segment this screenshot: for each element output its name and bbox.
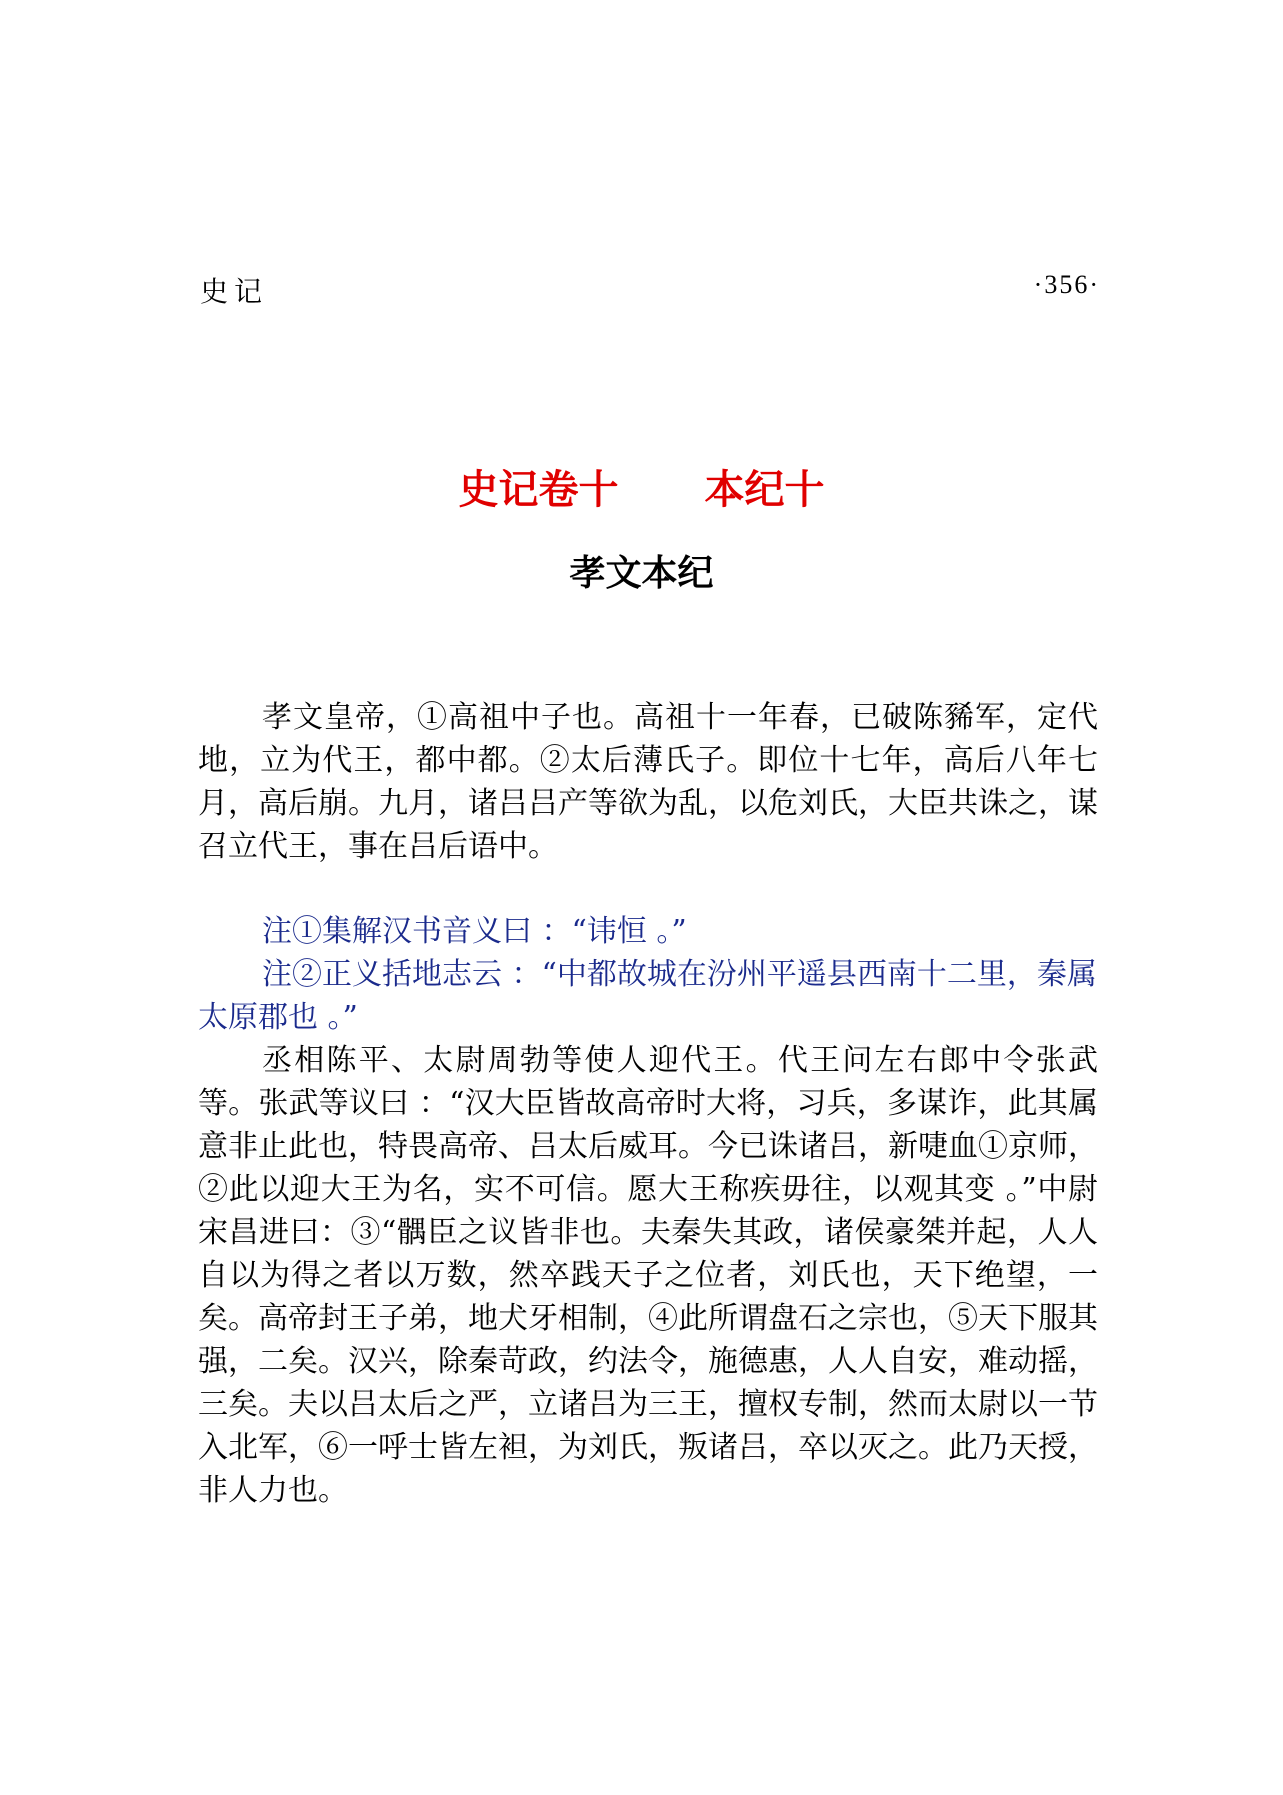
section-title: 孝文本纪 [569,553,714,594]
page-number: ·356· [1033,270,1100,299]
paragraph: 丞相陈平、太尉周勃等使人迎代王。代王问左右郎中令张武等。张武等议曰 ：“汉大臣皆故高帝时大将，习兵，多谋诈，此其属意非止此也，特畏高帝、吕太后威耳。今已诛诸吕，新啑血①京师，②此以迎大王为名，实不可信。愿大王称疾毋往，以观其变 。”中尉宋昌进曰：③“髃臣之议皆非也。夫秦失其政，诸侯豪桀并起，人人自以为得之者以万数，然卒践天子之位者，刘氏也，天下绝望，一矣。高帝封王子弟，地犬牙相制，④此所谓盘石之宗也，⑤天下服其强，二矣。汉兴，除秦苛政，约法令，施德惠，人人自安，难动摇，三矣。夫以吕太后之严，立诸吕为三王，擅权专制，然而太尉以一节入北军，⑥一呼士皆左袒，为刘氏，叛诸吕，卒以灭之。此乃天授，非人力也。 [198,1043,1098,1508]
chapter-heading [0,458,1283,515]
volume-title: 史记卷十 [458,467,619,513]
footnote-1: 注①集解汉书音义曰 ：“讳恒 。” [262,914,687,949]
body-text [198,696,1098,1512]
footnote-2: 注②正义括地志云 ：“中都故城在汾州平遥县西南十二里，秦属太原郡也 。” [198,957,1097,1035]
annal-title: 本纪十 [704,467,825,513]
paragraph: 孝文皇帝，①高祖中子也。高祖十一年春，已破陈豨军，定代地，立为代王，都中都。②太后薄氏子。即位十七年，高后八年七月，高后崩。九月，诸吕吕产等欲为乱，以危刘氏，大臣共诛之，谋召立代王，事在吕后语中。 [198,700,1098,864]
running-header [200,270,1100,310]
book-name: 史记 [200,275,269,308]
